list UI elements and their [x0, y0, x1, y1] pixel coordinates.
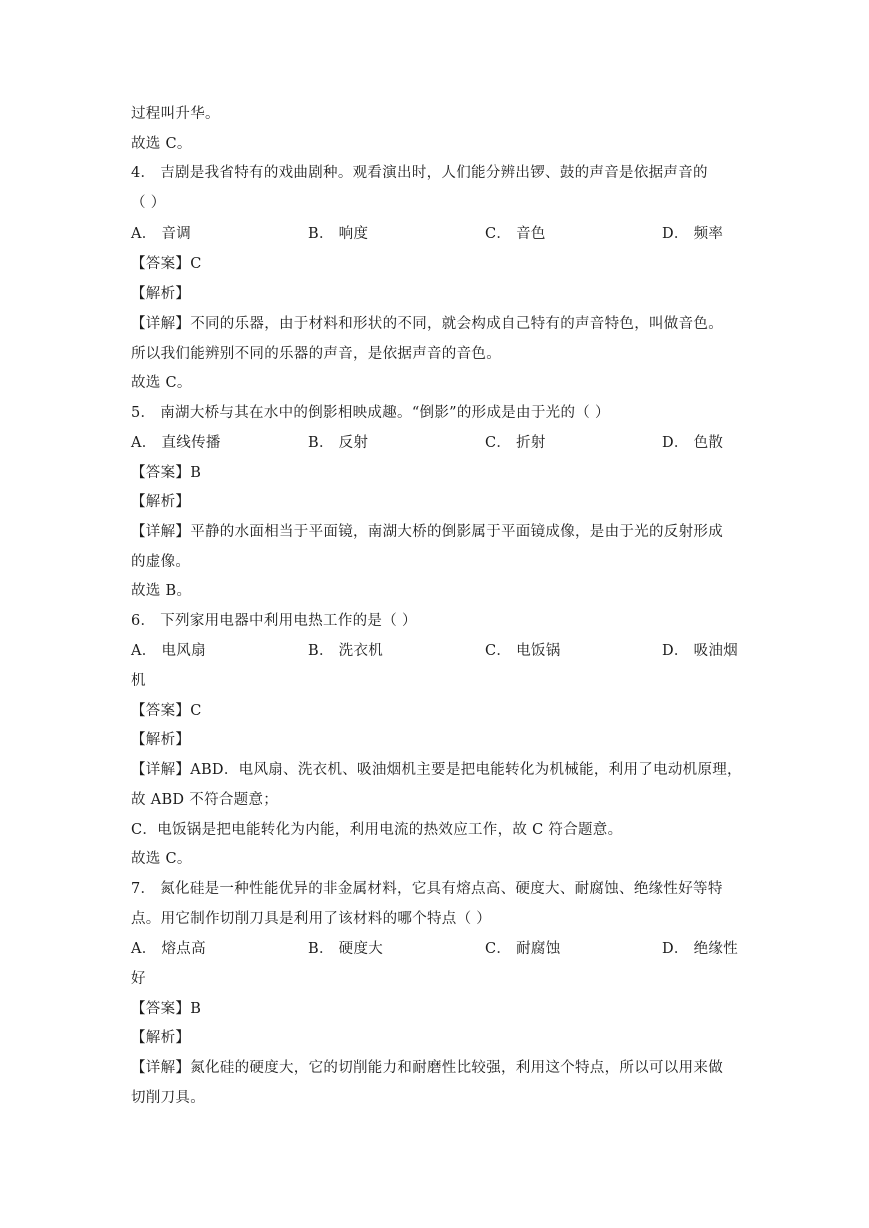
q4-detail-cont: 所以我们能辨别不同的乐器的声音，是依据声音的音色。: [131, 346, 501, 362]
q7-stem-cont: 点。用它制作切削刀具是利用了该材料的哪个特点（ ）: [131, 911, 492, 927]
q6-option-d: D． 吸油烟: [662, 643, 739, 659]
q5-option-a: A． 直线传播: [131, 435, 221, 451]
q5-choose-line: 故选 B。: [131, 583, 192, 599]
q6-option-b: B． 洗衣机: [308, 643, 384, 659]
q5-option-d: D． 色散: [662, 435, 724, 451]
q4-choose-line: 故选 C。: [131, 375, 192, 391]
q4-option-c: C． 音色: [485, 226, 546, 242]
q7-option-b: B． 硬度大: [308, 941, 384, 957]
q6-option-a: A． 电风扇: [131, 643, 206, 659]
q5-stem: 5． 南湖大桥与其在水中的倒影相映成趣。“倒影”的形成是由于光的（ ）: [131, 405, 610, 421]
q7-option-c: C． 耐腐蚀: [485, 941, 561, 957]
q7-detail: 【详解】氮化硅的硬度大，它的切削能力和耐磨性比较强，利用这个特点，所以可以用来做: [131, 1060, 723, 1076]
q7-analysis-heading: 【解析】: [131, 1030, 191, 1046]
q6-answer: 【答案】C: [131, 703, 202, 719]
q6-choose-line: 故选 C。: [131, 851, 192, 867]
q3-analysis-tail: 过程叫升华。: [131, 106, 220, 122]
q7-stem: 7． 氮化硅是一种性能优异的非金属材料，它具有熔点高、硬度大、耐腐蚀、绝缘性好等特: [131, 881, 723, 897]
q7-option-a: A． 熔点高: [131, 941, 206, 957]
q6-detail-c: C．电饭锅是把电能转化为内能，利用电流的热效应工作，故 C 符合题意。: [131, 822, 623, 838]
q6-stem: 6． 下列家用电器中利用电热工作的是（ ）: [131, 613, 417, 629]
q4-option-b: B． 响度: [308, 226, 369, 242]
q6-detail-cont: 故 ABD 不符合题意；: [131, 792, 279, 808]
q5-answer: 【答案】B: [131, 465, 202, 481]
q6-detail: 【详解】ABD．电风扇、洗衣机、吸油烟机主要是把电能转化为机械能，利用了电动机原理，: [131, 762, 742, 778]
q5-analysis-heading: 【解析】: [131, 494, 191, 510]
q3-choose-line: 故选 C。: [131, 136, 192, 152]
q4-answer: 【答案】C: [131, 256, 202, 272]
q5-detail: 【详解】平静的水面相当于平面镜，南湖大桥的倒影属于平面镜成像，是由于光的反射形成: [131, 524, 723, 540]
q5-option-c: C． 折射: [485, 435, 546, 451]
q7-detail-cont: 切削刀具。: [131, 1090, 205, 1106]
q7-option-d-wrap: 好: [131, 971, 146, 987]
q7-option-d: D． 绝缘性: [662, 941, 739, 957]
q6-option-d-wrap: 机: [131, 673, 146, 689]
q4-detail: 【详解】不同的乐器，由于材料和形状的不同，就会构成自己特有的声音特色，叫做音色。: [131, 316, 723, 332]
q7-answer: 【答案】B: [131, 1001, 202, 1017]
q5-detail-cont: 的虚像。: [131, 554, 191, 570]
q4-stem: 4． 吉剧是我省特有的戏曲剧种。观看演出时，人们能分辨出锣、鼓的声音是依据声音的: [131, 165, 708, 181]
q4-option-a: A． 音调: [131, 226, 192, 242]
q4-option-d: D． 频率: [662, 226, 724, 242]
q4-stem-bracket: （ ）: [131, 195, 166, 211]
q4-analysis-heading: 【解析】: [131, 286, 191, 302]
q5-option-b: B． 反射: [308, 435, 369, 451]
q6-option-c: C． 电饭锅: [485, 643, 561, 659]
q6-analysis-heading: 【解析】: [131, 732, 191, 748]
